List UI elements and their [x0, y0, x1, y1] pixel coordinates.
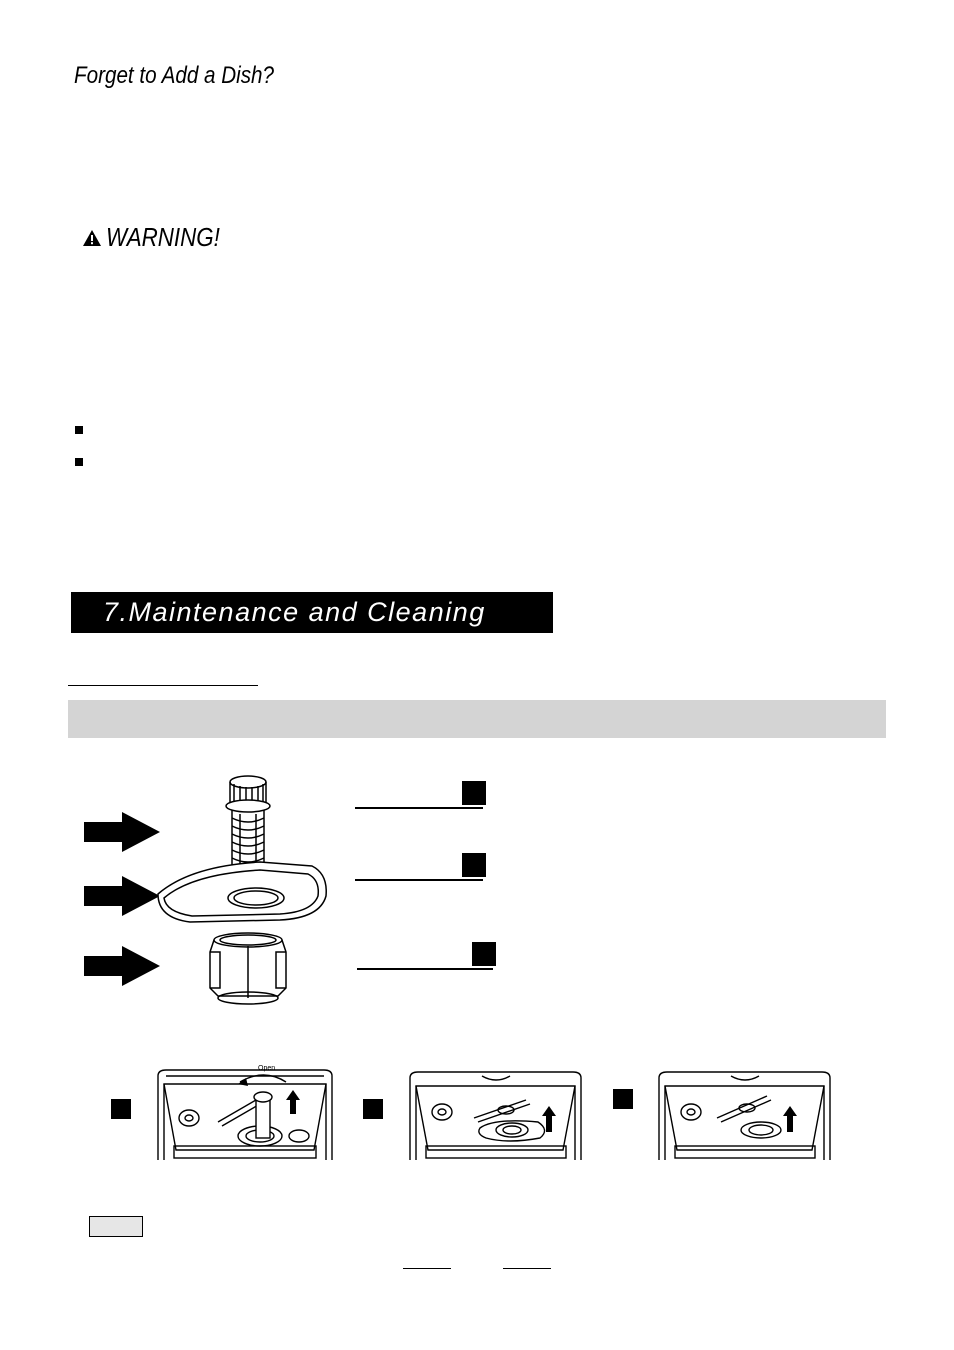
step-2-tub-drawing: [408, 1068, 583, 1162]
note-label-box: [89, 1216, 143, 1237]
arrow-right-icon: [84, 946, 160, 986]
callout-line: [357, 968, 493, 970]
step-1-tub-drawing: [156, 1060, 334, 1162]
warning-triangle-icon: [82, 229, 102, 247]
step-marker-2: [363, 1099, 383, 1119]
fine-filter-drawing: [158, 862, 326, 922]
callout-marker-1: [462, 781, 486, 805]
underline-mark: [403, 1268, 451, 1269]
warning-heading: [82, 222, 238, 253]
arrow-up-icon: [783, 1106, 797, 1132]
micro-filter-drawing: [210, 933, 286, 1004]
arrow-right-icon: [84, 876, 160, 916]
filter-assembly-diagram: [80, 770, 360, 1020]
arrow-up-icon: [286, 1090, 300, 1114]
step-3-tub-drawing: [657, 1068, 832, 1162]
section-title: 7.Maintenance and Cleaning: [103, 597, 486, 627]
callout-line: [355, 807, 483, 809]
callout-marker-3: [472, 942, 496, 966]
step-marker-1: [111, 1099, 131, 1119]
callout-marker-2: [462, 853, 486, 877]
coarse-filter-drawing: [226, 776, 270, 872]
open-label: Open: [258, 1065, 276, 1072]
warning-text: WARNING!: [106, 222, 220, 252]
callout-line: [355, 879, 483, 881]
bullet-marker: [75, 458, 83, 466]
subheading-bar: [68, 700, 886, 738]
section-banner: [71, 592, 553, 633]
step-marker-3: [613, 1089, 633, 1109]
bullet-marker: [75, 426, 83, 434]
arrow-right-icon: [84, 812, 160, 852]
page-heading-forget-dish: Forget to Add a Dish?: [74, 62, 275, 89]
subheading-underline: [68, 685, 258, 686]
underline-mark: [503, 1268, 551, 1269]
